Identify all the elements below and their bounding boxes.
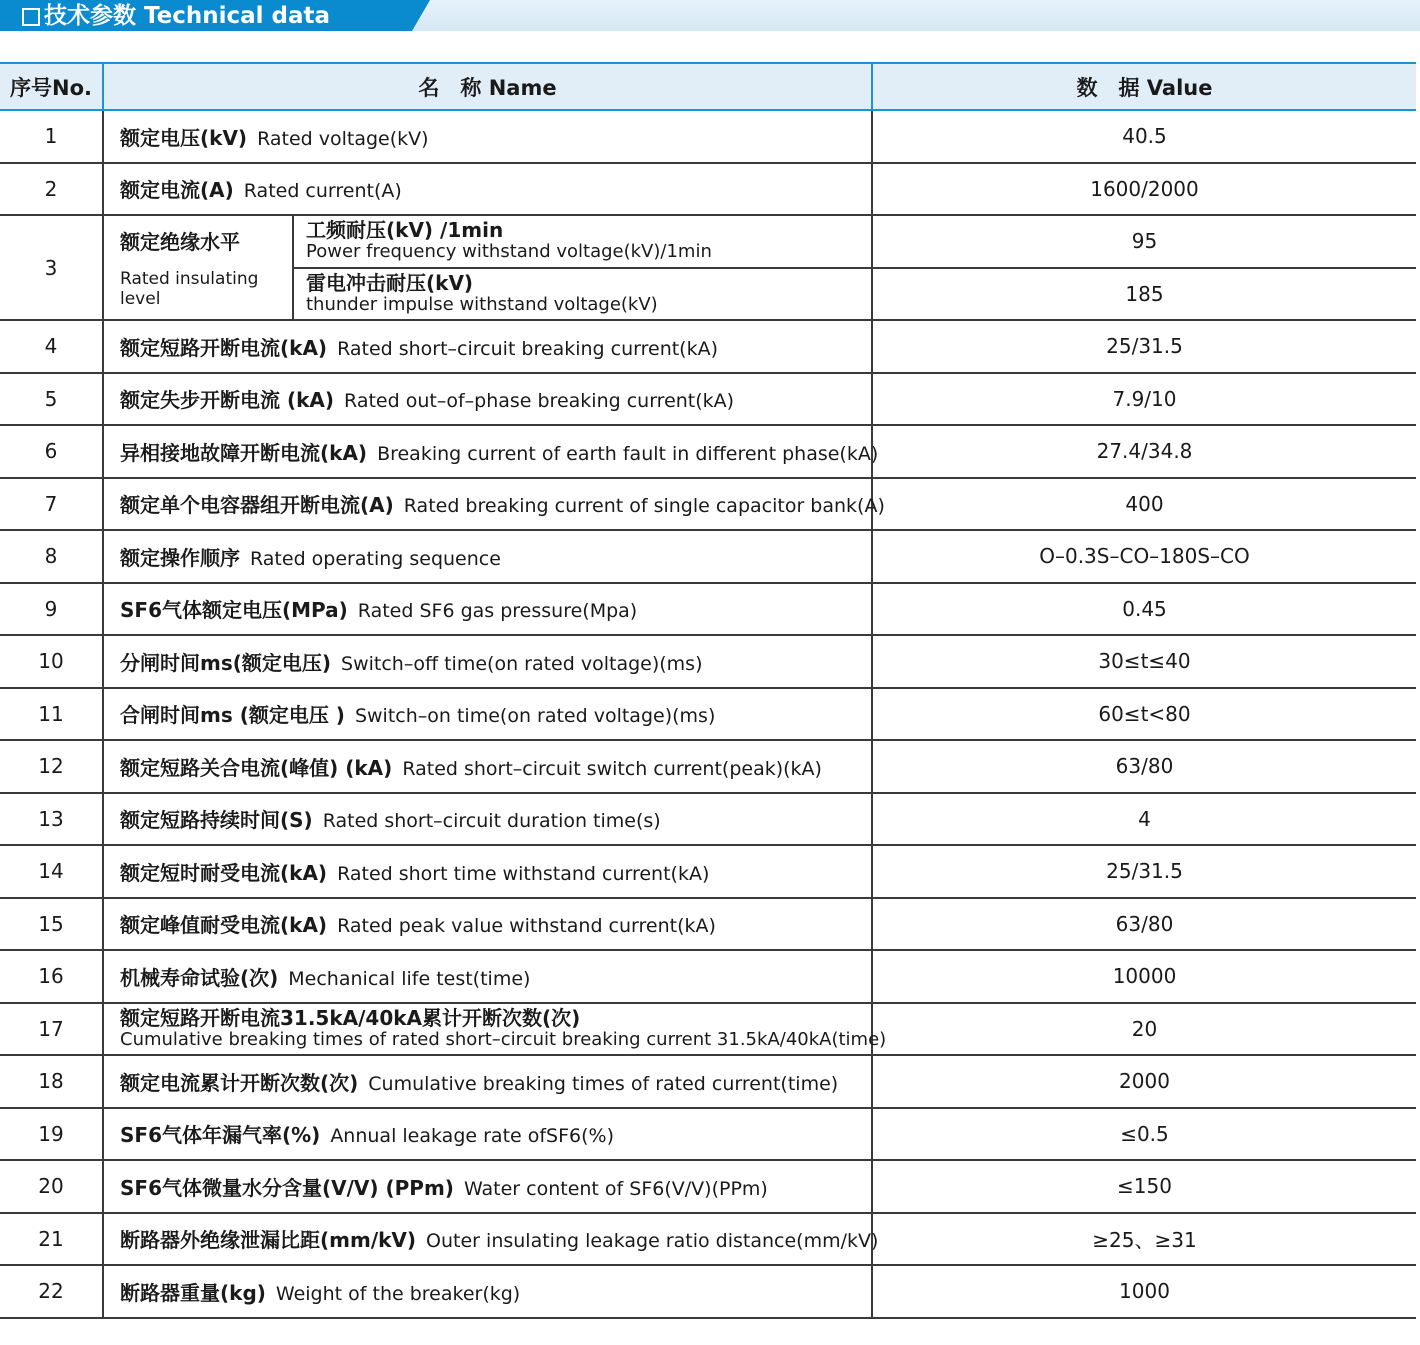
group-label-en: Rated insulating level — [120, 269, 259, 309]
column-header-no: 序号No. — [0, 63, 103, 110]
row-name — [103, 1160, 872, 1213]
sub-item-name — [293, 268, 872, 321]
row-value: 7.9/10 — [872, 373, 1416, 426]
row-name — [103, 688, 872, 741]
name-en: Rated short time withstand current(kA) — [337, 862, 710, 885]
row-name — [103, 950, 872, 1003]
row-value: 185 — [872, 268, 1416, 321]
name-cn: 额定电压(kV) — [120, 125, 248, 150]
name-cn: 异相接地故障开断电流(kA) — [120, 440, 368, 465]
row-name — [103, 373, 872, 426]
row-value: ≤0.5 — [872, 1108, 1416, 1161]
table-row — [0, 1108, 1416, 1161]
row-number: 5 — [0, 373, 103, 426]
table-row — [0, 635, 1416, 688]
row-name — [103, 1265, 872, 1318]
row-number: 1 — [0, 110, 103, 163]
name-en: Annual leakage rate ofSF6(%) — [330, 1125, 615, 1148]
table-row — [0, 1213, 1416, 1266]
name-cn: 分闸时间ms(额定电压) — [120, 650, 332, 675]
name-en: Breaking current of earth fault in different phase(kA) — [377, 442, 879, 465]
row-value: 25/31.5 — [872, 320, 1416, 373]
row-name — [103, 1213, 879, 1266]
table-row — [0, 740, 1416, 793]
row-name — [103, 898, 872, 951]
name-en: Rated operating sequence — [250, 547, 501, 570]
row-name — [103, 793, 872, 846]
table-row — [0, 688, 1416, 741]
row-name — [103, 530, 872, 583]
table-row — [0, 1265, 1416, 1318]
row-number: 16 — [0, 950, 103, 1003]
row-value: 400 — [872, 478, 1416, 531]
name-en: Rated short–circuit breaking current(kA) — [337, 337, 719, 360]
name-cn: 额定短路开断电流31.5kA/40kA累计开断次数(次) — [120, 1005, 581, 1030]
table-row — [0, 478, 1416, 531]
row-number: 6 — [0, 425, 103, 478]
row-number: 10 — [0, 635, 103, 688]
name-cn: 额定电流(A) — [120, 178, 234, 203]
row-number: 15 — [0, 898, 103, 951]
name-en: Weight of the breaker(kg) — [275, 1282, 521, 1305]
name-en: Rated breaking current of single capacitor bank(A) — [403, 495, 885, 518]
sub-item-cn: 雷电冲击耐压(kV) — [306, 270, 474, 295]
row-value: 25/31.5 — [872, 845, 1416, 898]
row-name — [103, 1055, 872, 1108]
row-value: 20 — [872, 1003, 1416, 1056]
name-en: Mechanical life test(time) — [288, 967, 531, 990]
table-row — [0, 845, 1416, 898]
row-number: 11 — [0, 688, 103, 741]
table-row — [0, 1160, 1416, 1213]
name-en: Rated short–circuit duration time(s) — [322, 810, 661, 833]
row-value: 1000 — [872, 1265, 1416, 1318]
table-row — [0, 320, 1416, 373]
name-cn: 断路器外绝缘泄漏比距(mm/kV) — [120, 1228, 417, 1253]
row-name — [103, 320, 872, 373]
row-number: 4 — [0, 320, 103, 373]
name-en: Cumulative breaking times of rated short–circuit breaking current 31.5kA/40kA(time) — [120, 1028, 887, 1050]
row-number: 18 — [0, 1055, 103, 1108]
table-row — [0, 425, 1416, 478]
sub-item-en: Power frequency withstand voltage(kV)/1min — [306, 241, 712, 263]
name-cn: SF6气体年漏气率(%) — [120, 1123, 321, 1148]
name-en: Switch–on time(on rated voltage)(ms) — [354, 705, 716, 728]
section-title-text: 技术参数 Technical data — [44, 3, 331, 29]
row-value: 2000 — [872, 1055, 1416, 1108]
table-row — [0, 530, 1416, 583]
name-cn: SF6气体额定电压(MPa) — [120, 598, 348, 623]
sub-item-en: thunder impulse withstand voltage(kV) — [306, 293, 658, 315]
row-number: 20 — [0, 1160, 103, 1213]
row-value: ≤150 — [872, 1160, 1416, 1213]
row-number: 22 — [0, 1265, 103, 1318]
name-cn: 额定短路关合电流(峰值) (kA) — [120, 755, 393, 780]
table-row — [0, 373, 1416, 426]
name-en: Rated short–circuit switch current(peak)(kA) — [402, 757, 822, 780]
name-cn: 额定短路持续时间(S) — [120, 808, 313, 833]
row-number: 19 — [0, 1108, 103, 1161]
row-name — [103, 163, 872, 216]
row-name — [103, 740, 872, 793]
name-en: Rated out–of–phase breaking current(kA) — [344, 390, 735, 413]
name-en: Rated SF6 gas pressure(Mpa) — [357, 600, 638, 623]
name-en: Rated peak value withstand current(kA) — [337, 915, 716, 938]
row-value: 60≤t<80 — [872, 688, 1416, 741]
row-name — [103, 635, 872, 688]
row-name — [103, 1003, 887, 1056]
row-number: 13 — [0, 793, 103, 846]
section-banner — [0, 0, 1420, 31]
sub-item-cn: 工频耐压(kV) /1min — [306, 218, 504, 243]
table-row — [0, 215, 1416, 268]
table-row — [0, 1055, 1416, 1108]
column-header-value: 数 据 Value — [872, 63, 1416, 110]
row-value: 30≤t≤40 — [872, 635, 1416, 688]
checkbox-icon — [22, 8, 40, 26]
row-name — [103, 478, 885, 531]
row-number: 7 — [0, 478, 103, 531]
row-number: 17 — [0, 1003, 103, 1056]
row-value: 4 — [872, 793, 1416, 846]
name-cn: 额定失步开断电流 (kA) — [120, 388, 335, 413]
table-header-row — [0, 63, 1416, 110]
name-cn: 额定峰值耐受电流(kA) — [120, 913, 328, 938]
name-en: Water content of SF6(V/V)(PPm) — [463, 1177, 768, 1200]
name-en: Switch–off time(on rated voltage)(ms) — [341, 652, 703, 675]
row-value: O–0.3S–CO–180S–CO — [872, 530, 1416, 583]
row-number: 9 — [0, 583, 103, 636]
row-name — [103, 845, 872, 898]
row-value: 40.5 — [872, 110, 1416, 163]
row-value: 95 — [872, 215, 1416, 268]
name-cn: 额定电流累计开断次数(次) — [120, 1070, 359, 1095]
row-name — [103, 110, 872, 163]
name-cn: 合闸时间ms (额定电压 ) — [120, 703, 345, 728]
row-name — [103, 1108, 872, 1161]
row-number: 8 — [0, 530, 103, 583]
name-cn: 额定单个电容器组开断电流(A) — [120, 493, 394, 518]
name-cn: 额定操作顺序 — [120, 545, 240, 570]
name-en: Rated current(A) — [243, 180, 402, 203]
table-body — [0, 110, 1416, 1318]
row-value: 63/80 — [872, 898, 1416, 951]
table-row — [0, 583, 1416, 636]
row-value: ≥25、≥31 — [872, 1213, 1416, 1266]
name-cn: 断路器重量(kg) — [120, 1280, 266, 1305]
row-name — [103, 425, 879, 478]
table-row — [0, 898, 1416, 951]
row-number: 3 — [0, 215, 103, 320]
name-en: Rated voltage(kV) — [257, 127, 429, 150]
row-value: 0.45 — [872, 583, 1416, 636]
row-number: 2 — [0, 163, 103, 216]
row-value: 10000 — [872, 950, 1416, 1003]
row-number: 14 — [0, 845, 103, 898]
table-row — [0, 1003, 1416, 1056]
table-row — [0, 950, 1416, 1003]
sub-item-name — [293, 215, 872, 268]
table-row — [0, 163, 1416, 216]
row-value: 1600/2000 — [872, 163, 1416, 216]
name-en: Outer insulating leakage ratio distance(mm/kV) — [426, 1230, 879, 1253]
technical-data-table — [0, 62, 1416, 1319]
column-header-name: 名 称 Name — [103, 63, 872, 110]
group-label-cn: 额定绝缘水平 — [120, 230, 240, 254]
row-group-label — [103, 215, 293, 320]
table-row — [0, 793, 1416, 846]
section-title — [22, 2, 330, 30]
name-cn: SF6气体微量水分含量(V/V) (PPm) — [120, 1175, 454, 1200]
name-cn: 机械寿命试验(次) — [120, 965, 279, 990]
name-cn: 额定短时耐受电流(kA) — [120, 860, 328, 885]
table-row — [0, 110, 1416, 163]
name-cn: 额定短路开断电流(kA) — [120, 335, 328, 360]
row-number: 21 — [0, 1213, 103, 1266]
name-en: Cumulative breaking times of rated current(time) — [368, 1072, 839, 1095]
row-value: 63/80 — [872, 740, 1416, 793]
row-value: 27.4/34.8 — [872, 425, 1416, 478]
row-number: 12 — [0, 740, 103, 793]
row-name — [103, 583, 872, 636]
